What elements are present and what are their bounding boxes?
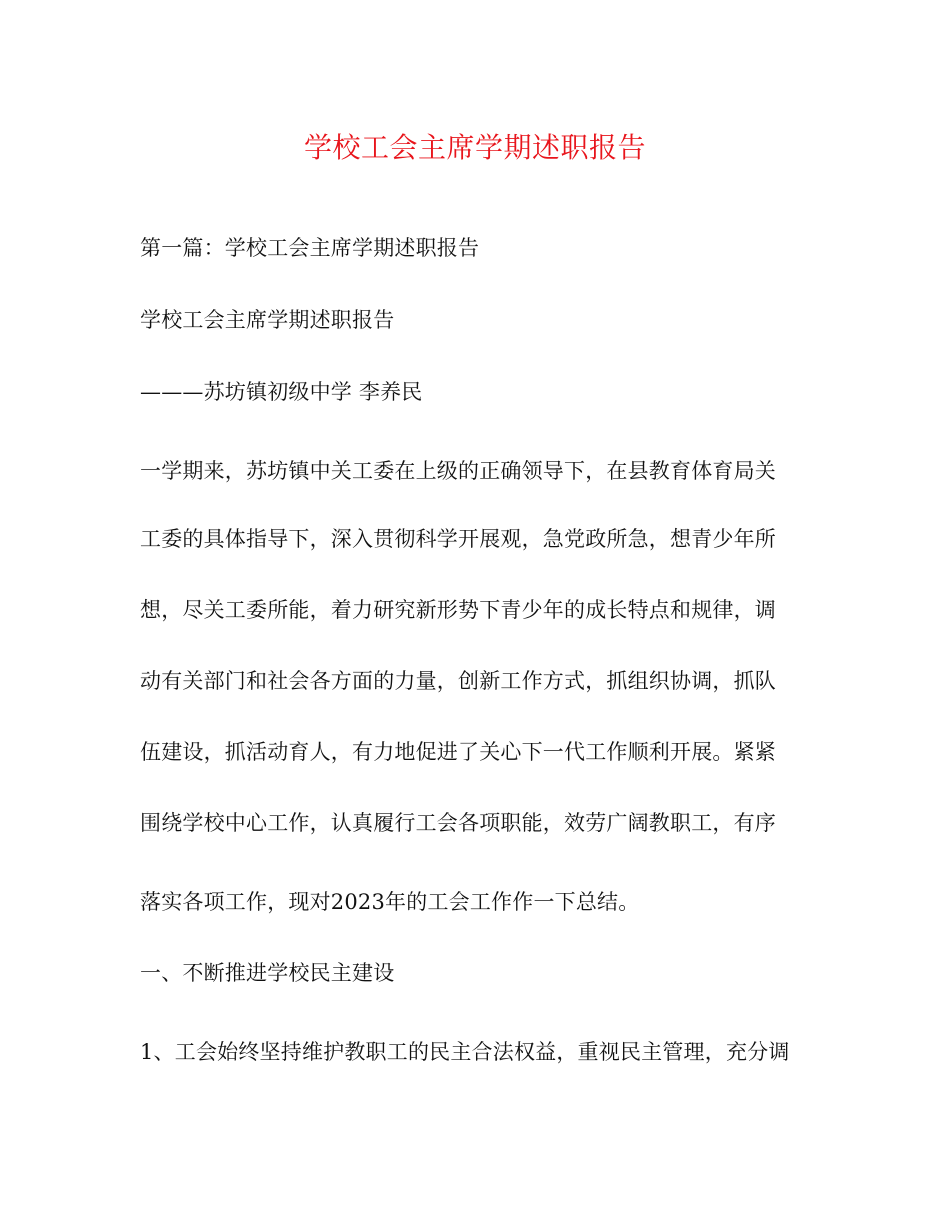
paragraph-line: 工委的具体指导下，深入贯彻科学开展观，急党政所急，想青少年所	[140, 527, 776, 551]
paragraph-line: 伍建设，抓活动育人，有力地促进了关心下一代工作顺利开展。紧紧	[140, 740, 776, 764]
paragraph-line: 一学期来，苏坊镇中关工委在上级的正确领导下，在县教育体育局关	[140, 459, 776, 483]
document-title: 学校工会主席学期述职报告	[303, 131, 646, 164]
author-line: ———苏坊镇初级中学 李养民	[140, 380, 423, 404]
subsection-heading: 一、不断推进学校民主建设	[140, 961, 395, 985]
section-heading: 第一篇：学校工会主席学期述职报告	[140, 236, 480, 260]
paragraph-line: 围绕学校中心工作，认真履行工会各项职能，效劳广阔教职工，有序	[140, 811, 776, 835]
paragraph-line: 想，尽关工委所能，着力研究新形势下青少年的成长特点和规律，调	[140, 598, 776, 622]
report-title-line: 学校工会主席学期述职报告	[140, 308, 395, 332]
paragraph-line: 动有关部门和社会各方面的力量，创新工作方式，抓组织协调，抓队	[140, 669, 776, 693]
paragraph-line: 1、工会始终坚持维护教职工的民主合法权益，重视民主管理，充分调	[140, 1040, 790, 1064]
paragraph-line: 落实各项工作，现对2023年的工会工作作一下总结。	[140, 890, 640, 914]
